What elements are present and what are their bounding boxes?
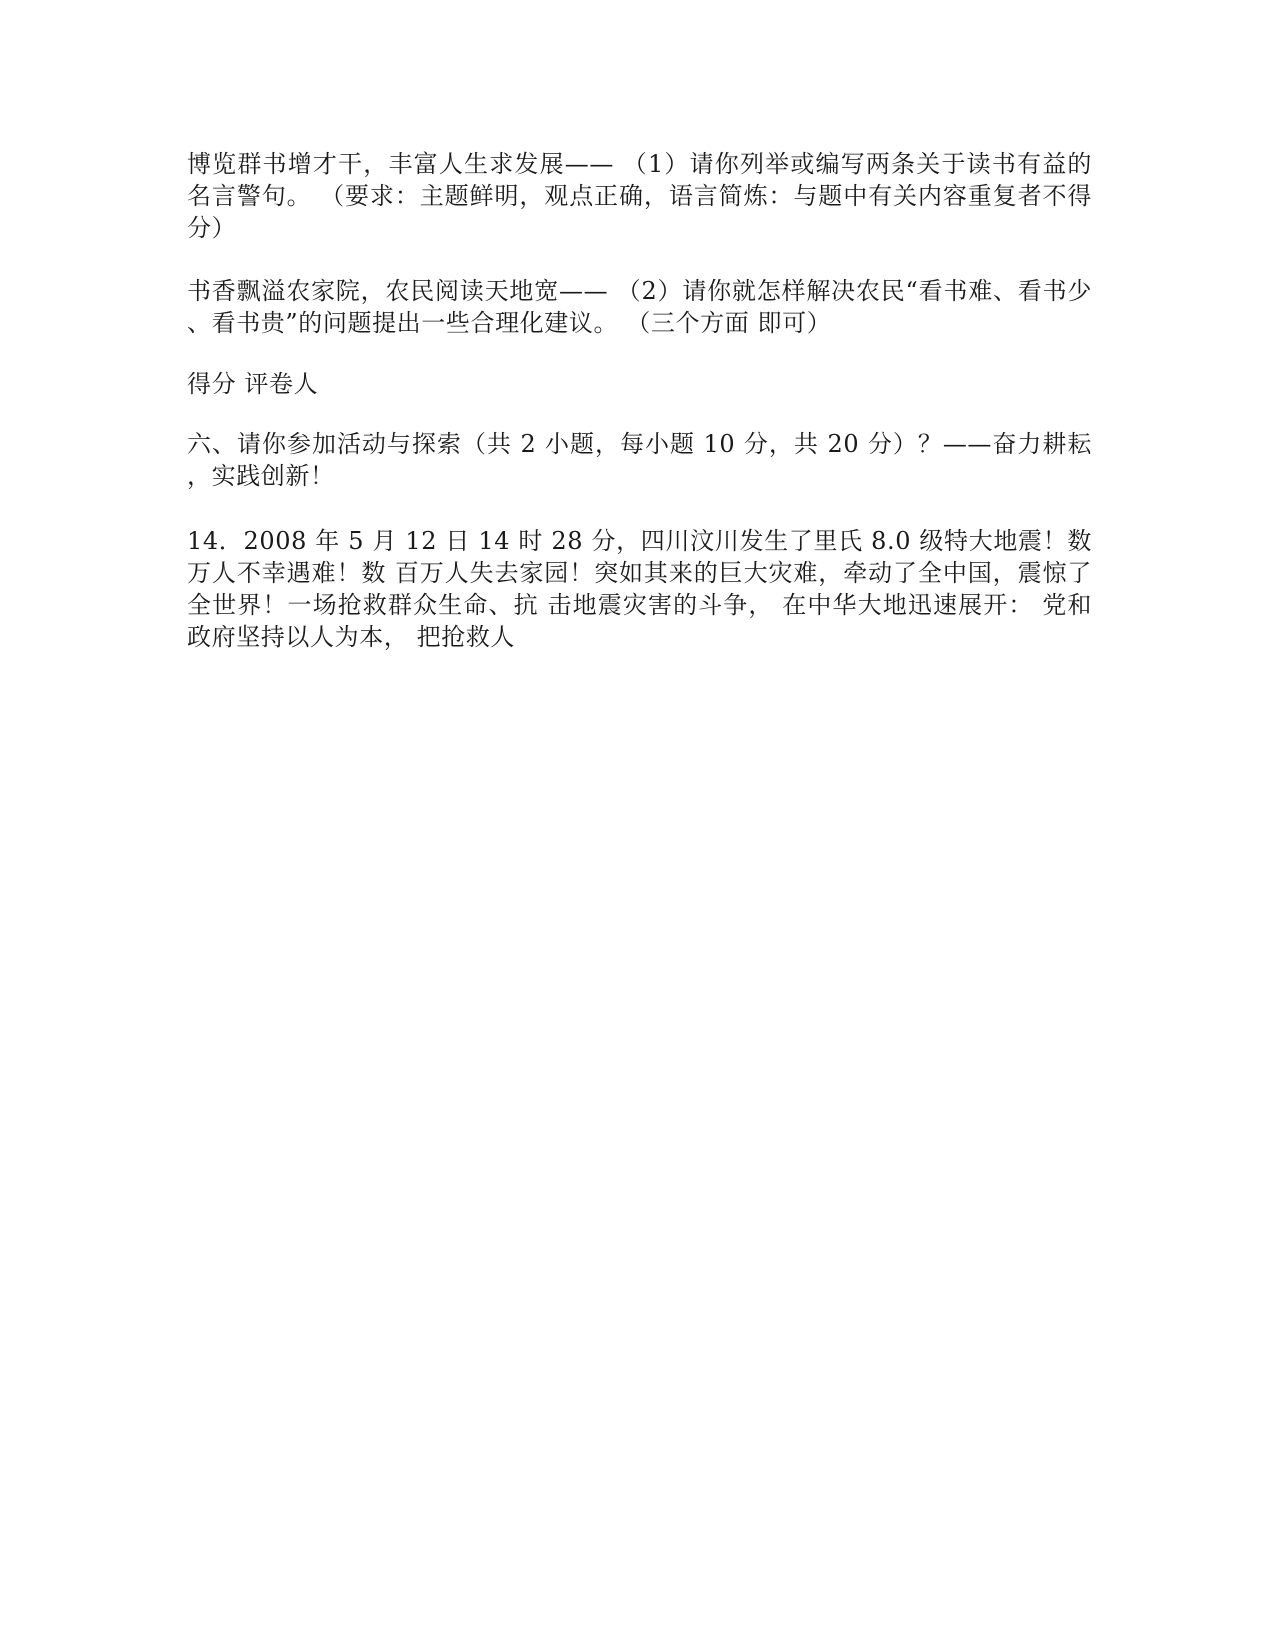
- text-line: 分）: [187, 214, 237, 242]
- text-line: 14．2008 年 5 月 12 日 14 时 28 分，四川汶川发生了里氏 8.0 级特大地震！数: [187, 527, 1092, 555]
- text-line: ，实践创新！: [187, 462, 335, 490]
- text-line: 、看书贵”的问题提出一些合理化建议。 （三个方面 即可）: [187, 309, 832, 337]
- paragraph-question-14: [187, 525, 1092, 653]
- text-line: 得分 评卷人: [187, 370, 319, 398]
- text-line: 博览群书增才干，丰富人生求发展—— （1）请你列举或编写两条关于读书有益的: [187, 150, 1092, 178]
- text-line: 全世界！一场抢救群众生命、抗 击地震灾害的斗争， 在中华大地迅速展开： 党和: [187, 591, 1092, 619]
- score-reviewer-label: [187, 368, 1092, 400]
- text-line: 政府坚持以人为本， 把抢救人: [187, 623, 516, 651]
- text-line: 名言警句。 （要求：主题鲜明，观点正确，语言简炼：与题中有关内容重复者不得: [187, 182, 1092, 210]
- text-line: 万人不幸遇难！数 百万人失去家园！突如其来的巨大灾难，牵动了全中国，震惊了: [187, 559, 1092, 587]
- paragraph-question-13-part-2: [187, 275, 1092, 339]
- text-line: 六、请你参加活动与探索（共 2 小题，每小题 10 分，共 20 分）？——奋力耕耘: [187, 430, 1092, 458]
- paragraph-question-13-part-1: [187, 148, 1092, 244]
- section-six-heading: [187, 428, 1092, 492]
- text-line: 书香飘溢农家院，农民阅读天地宽—— （2）请你就怎样解决农民“看书难、看书少: [187, 277, 1092, 305]
